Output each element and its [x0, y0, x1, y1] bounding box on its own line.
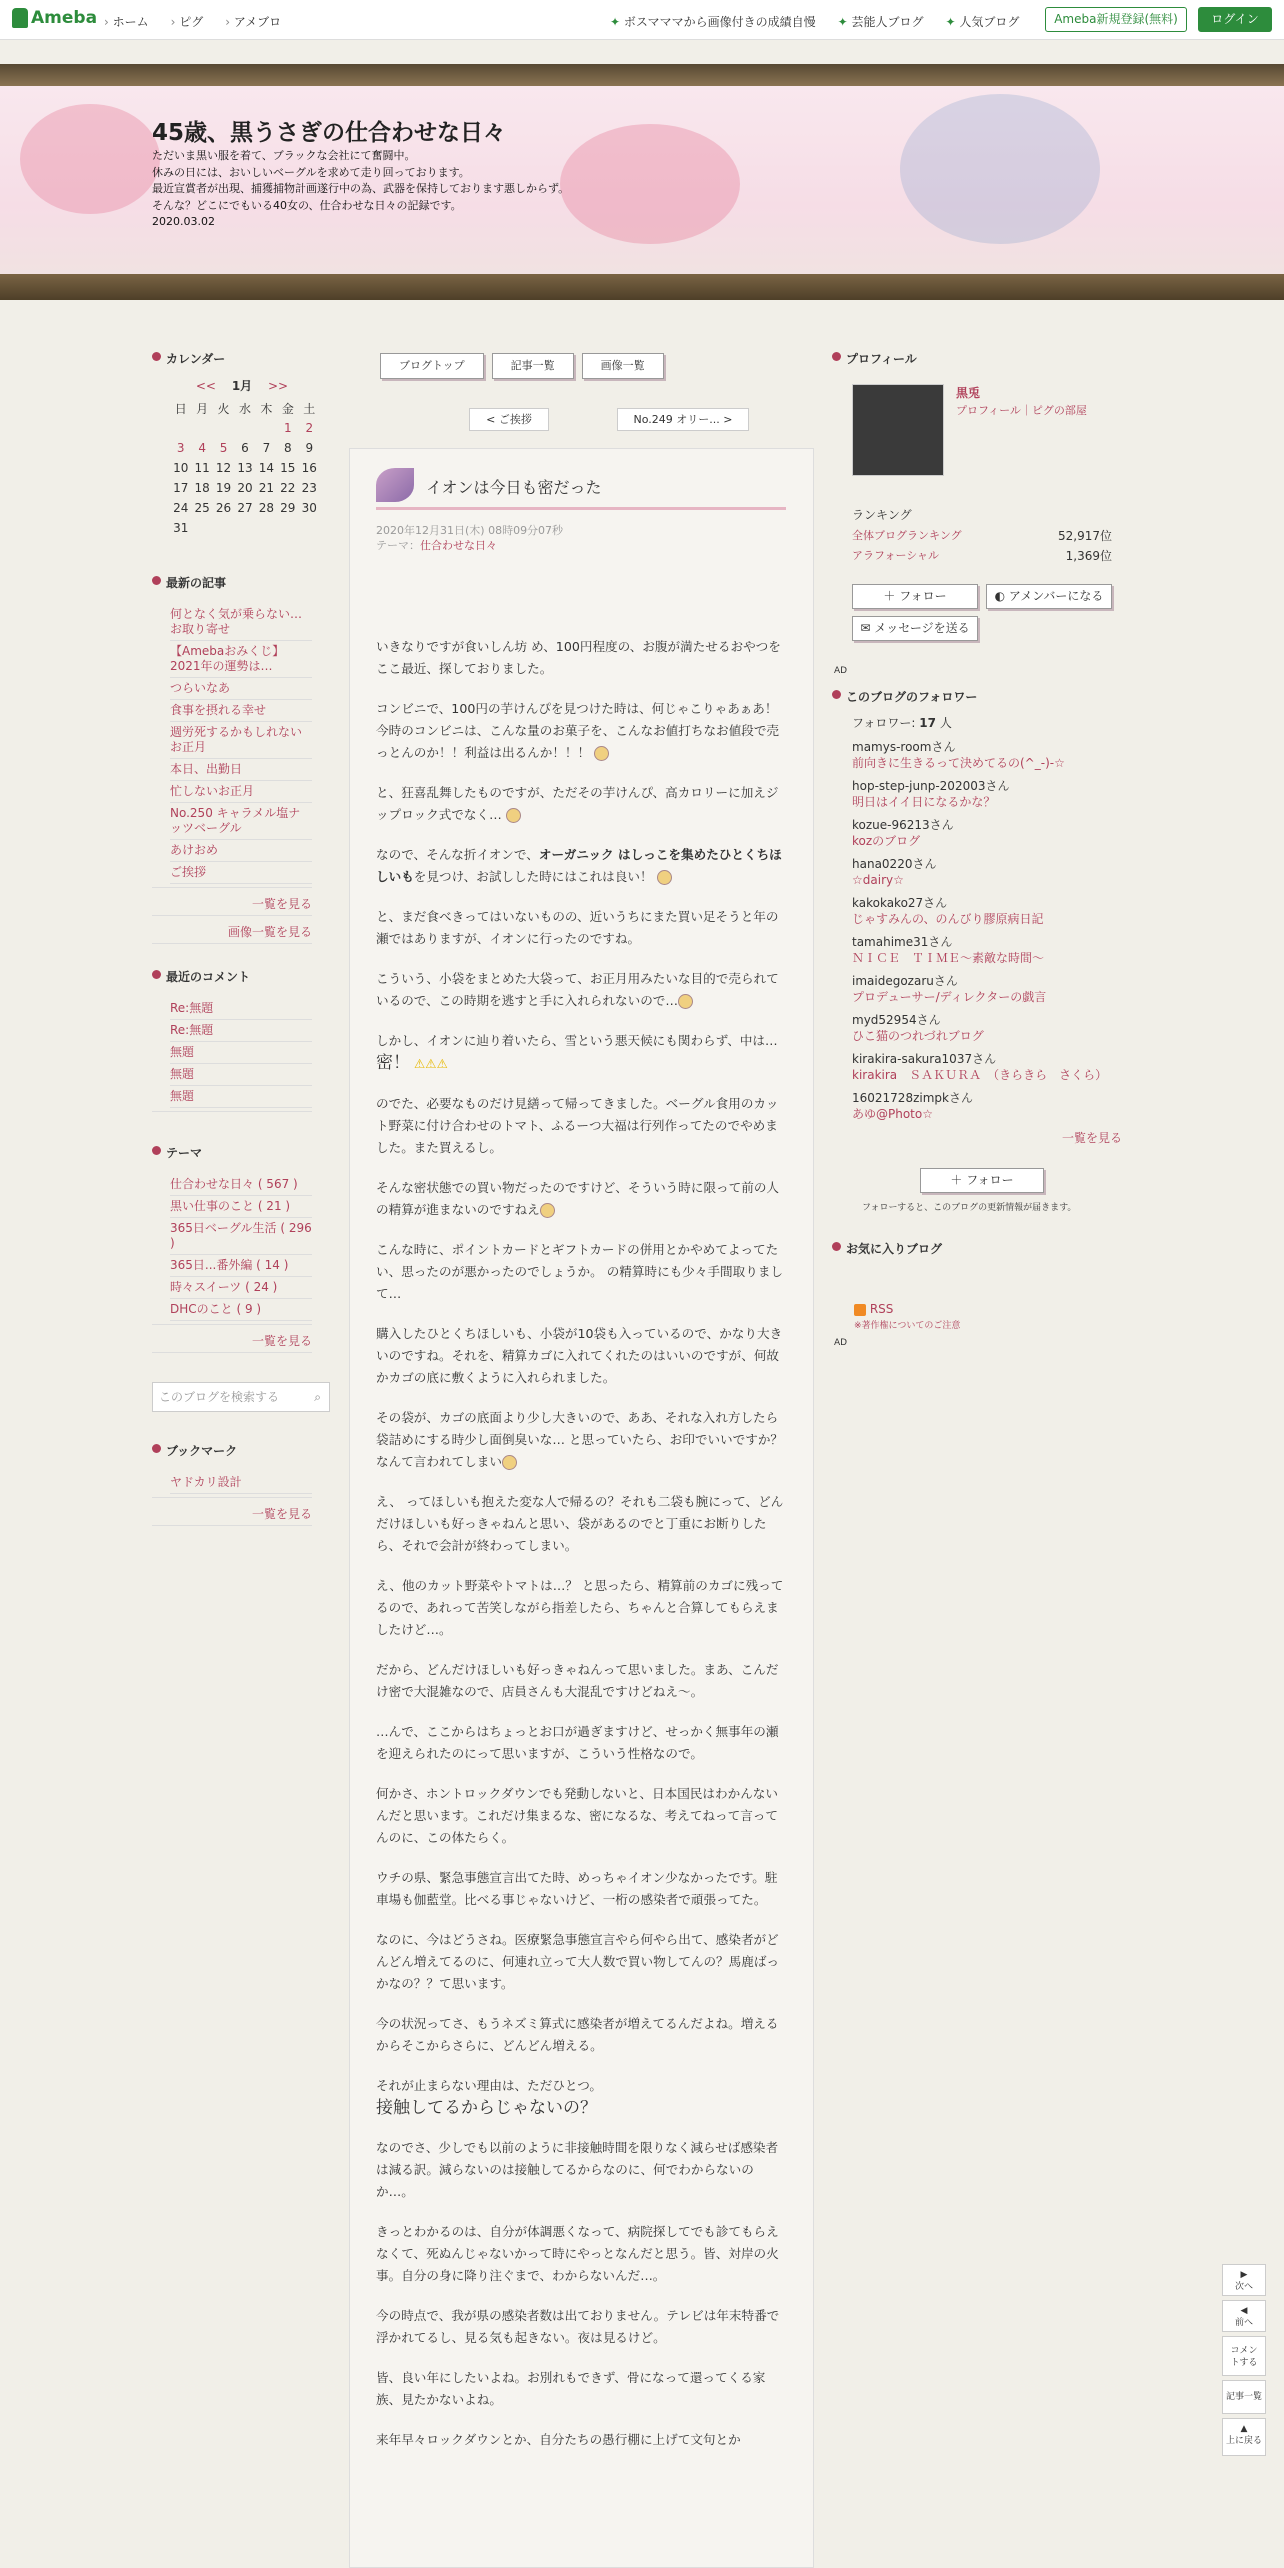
paragraph: こういう、小袋をまとめた大袋って、お正月用みたいな目的で売られているので、この時期を逃すと手に入れられないので… — [376, 971, 779, 1008]
message-button[interactable]: ✉ メッセージを送る — [852, 616, 978, 641]
favorite-blogs-widget — [832, 1240, 1122, 1267]
paragraph: 何かさ、ホントロックダウンでも発動しないと、日本国民はわかんないんだと思います。これだけ集まるな、密になるな、考えてねって言ってんのに、この体たらく。 — [376, 1786, 778, 1845]
follower-name[interactable]: 16021728zimpkさん — [852, 1091, 973, 1105]
warning-icon: ⚠⚠⚠ — [414, 1056, 448, 1071]
calendar-next-link[interactable]: >> — [268, 379, 289, 393]
theme-link[interactable]: 365日...番外編 ( 14 ) — [170, 1258, 289, 1272]
ad-label: AD — [834, 666, 848, 676]
recent-entry-link[interactable]: 【Amebaおみくじ】2021年の運勢は… — [170, 644, 285, 673]
ranking-genre-link[interactable]: アラフォーシャル — [852, 549, 940, 562]
calendar-widget — [152, 350, 317, 538]
comment-link[interactable]: 無題 — [170, 1045, 195, 1059]
follower-name[interactable]: imaidegozaruさん — [852, 974, 958, 988]
header-links — [610, 13, 1019, 30]
paragraph: きっとわかるのは、自分が体調悪くなって、病院探してでも診てもらえなくて、死ぬんじゃないかって時にやっとなんだと思う。皆、対岸の火事。自分の身に降り注ぐまで、わからないんだ…。 — [376, 2224, 779, 2283]
product-name: オーガニック はしっこを集めたひとくちほしいも — [376, 847, 782, 884]
next-entry-button[interactable]: ▶ 次へ — [1222, 2264, 1266, 2296]
blog-tabs — [380, 353, 664, 379]
paragraph: え、他のカット野菜やトマトは…？ と思ったら、精算前のカゴに残ってるので、あれって苦笑しながら指差したら、ちゃんと合算してもらえましたけど…。 — [376, 1578, 784, 1637]
theme-link[interactable]: 時々スイーツ ( 24 ) — [170, 1280, 278, 1294]
theme-link[interactable]: 365日ベーグル生活 ( 296 ) — [170, 1221, 312, 1250]
paragraph: と、狂喜乱舞したものですが、ただその芋けんぴ、高カロリーに加えジップロック式でなく… — [376, 785, 779, 822]
recent-more-link[interactable]: 一覧を見る — [251, 897, 312, 911]
blog-search-input[interactable]: このブログを検索する ⌕ — [152, 1382, 330, 1412]
calendar-day-link[interactable]: 5 — [219, 441, 228, 455]
profile-name[interactable]: 黒兎 — [956, 386, 981, 400]
entry-date: 2020年12月31日(木) 08時09分07秒 — [376, 524, 564, 537]
ranking-box: ランキング 全体ブログランキング 52,917位 アラフォーシャル 1,369位 — [852, 508, 1112, 563]
tab-entry-list[interactable]: 記事一覧 — [492, 353, 574, 379]
drop-emoji-icon — [502, 1455, 517, 1470]
prev-entry-link[interactable]: < ご挨拶 — [469, 408, 549, 431]
nav-home-link[interactable]: › ホーム — [104, 13, 149, 30]
amember-button[interactable]: ◐ アメンバーになる — [986, 584, 1112, 609]
follower-blog-link[interactable]: kirakira ＳＡＫＵＲＡ （きらきら さくら） — [852, 1068, 1108, 1082]
mail-icon: ✉ — [860, 621, 875, 635]
follower-blog-link[interactable]: じゃすみんの、のんびり膠原病日記 — [852, 912, 1044, 926]
paragraph: 購入したひとくちほしいも、小袋が10袋も入っているので、かなり大きいのですね。それを、精算カゴに入れてくれたのはいいのですが、何故かカゴの底に敷くように入れられました。 — [376, 1326, 783, 1385]
paragraph: え、 ってほしいも抱えた変な人で帰るの？それも二袋も腕にって、どんだけほしいも好っきゃねんと思い、袋があるのでと丁重にお断りしたら、それで会計が終わってしまい。 — [376, 1494, 784, 1553]
lotus-decoration — [560, 124, 740, 244]
follower-name[interactable]: kirakira-sakura1037さん — [852, 1052, 997, 1066]
follow-note: フォローすると、このブログの更新情報が届きます。 — [862, 1203, 1077, 1213]
blog-title[interactable]: 45歳、黒うさぎの仕合わせな日々 — [152, 120, 507, 146]
butterfly-icon — [376, 468, 414, 502]
ad-label: AD — [834, 1338, 848, 1348]
recent-entry-link[interactable]: 忙しないお正月 — [170, 784, 255, 798]
header-wood-band-top — [0, 64, 1284, 86]
paragraph: その袋が、カゴの底面より少し大きいので、ああ、それな入れ方したら袋詰めにする時少し面倒臭いな… と思っていたら、お印でいいですか？なんて言われてしまい — [376, 1410, 784, 1469]
bookmark-heading: ブックマーク — [152, 1442, 312, 1459]
profile-links[interactable]: プロフィール｜ピグの部屋 — [956, 404, 1087, 417]
bookmark-link[interactable]: ヤドカリ設計 — [170, 1475, 242, 1489]
login-button[interactable]: ログイン — [1198, 7, 1272, 32]
calendar-day-link[interactable]: 4 — [198, 441, 206, 455]
calendar-day-link[interactable]: 1 — [284, 421, 292, 435]
copyright-note-link[interactable]: ※著作権についてのご注意 — [854, 1321, 961, 1331]
follower-name[interactable]: hop-step-junp-202003さん — [852, 779, 1010, 793]
blog-search — [152, 1382, 330, 1412]
follower-blog-link[interactable]: ＮＩＣＥ ＴＩＭＥ～素敵な時間～ — [852, 951, 1045, 965]
follower-name[interactable]: myd52954さん — [852, 1013, 941, 1027]
smile-emoji-icon — [657, 870, 672, 885]
paragraph: のでた、必要なものだけ見繕って帰ってきました。ベーグル食用のカット野菜に付け合わせのトマト、ふるーつ大福は行列作ってたのでやめました。また買えるし。 — [376, 1096, 779, 1155]
rss-icon — [854, 1304, 866, 1316]
ranking-genre: 1,369位 — [1065, 549, 1112, 563]
paragraph: そんな密状態での買い物だったのですけど、そういう時に限って前の人の精算が進まないのですねえ — [376, 1180, 779, 1217]
entry-meta: 2020年12月31日(木) 08時09分07秒 テーマ：仕合わせな日々 — [376, 524, 564, 552]
fav-heading: お気に入りブログ — [832, 1240, 1122, 1257]
follower-blog-link[interactable]: ☆dairy☆ — [852, 873, 904, 887]
profile-heading: プロフィール — [832, 350, 1122, 367]
up-arrow-icon: ▲ — [1240, 2424, 1248, 2434]
nav-ameblo-link[interactable]: › アメブロ — [225, 13, 281, 30]
emoji-icon — [678, 994, 693, 1009]
paragraph: ウチの県、緊急事態宣言出てた時、めっちゃイオン少なかったです。駐車場も伽藍堂。比べる事じゃないけど、一桁の感染者で頑張ってた。 — [376, 1870, 778, 1907]
recent-entry-link[interactable]: No.250 キャラメル塩ナッツベーグル — [170, 806, 301, 835]
header-wood-band-bottom — [0, 274, 1284, 300]
recent-heading: 最新の記事 — [152, 574, 312, 591]
bosma-link[interactable]: ✦ ボスマママから画像付きの成績自慢 — [610, 13, 816, 30]
recent-entry-link[interactable]: つらいなあ — [170, 681, 231, 695]
entry-list-button[interactable]: 記事一覧 — [1222, 2380, 1266, 2414]
register-button[interactable]: Ameba新規登録(無料) — [1045, 7, 1187, 32]
theme-link[interactable]: DHCのこと ( 9 ) — [170, 1302, 262, 1316]
entry-title[interactable]: イオンは今日も密だった — [426, 478, 602, 497]
comment-link[interactable]: 無題 — [170, 1067, 195, 1081]
nav-pigg-link[interactable]: › ピグ — [171, 13, 204, 30]
next-entry-link[interactable]: No.249 オリー... > — [617, 408, 749, 431]
follower-blog-link[interactable]: ひこ猫のつれづれブログ — [852, 1029, 984, 1043]
paragraph: 皆、良い年にしたいよね。お別れもできず、骨になって還ってくる家族、見たかないよね。 — [376, 2370, 766, 2407]
lotus-decoration — [20, 104, 160, 214]
follower-blog-link[interactable]: プロデューサー/ディレクターの戯言 — [852, 990, 1047, 1004]
comments-heading: 最近のコメント — [152, 968, 312, 985]
next-arrow-icon: ▶ — [1240, 2270, 1248, 2280]
theme-link[interactable]: 仕合わせな日々 ( 567 ) — [170, 1177, 298, 1191]
paragraph: 来年早々ロックダウンとか、自分たちの愚行棚に上げて文句とか — [376, 2432, 741, 2447]
paragraph: 今の時点で、我が県の感染者数は出ておりません。テレビは年末特番で浮かれてるし、見る気も起きない。夜は見るけど。 — [376, 2308, 780, 2345]
follower-name[interactable]: kozue-96213さん — [852, 818, 954, 832]
emoji-icon — [594, 746, 609, 761]
recent-entry-link[interactable]: 何となく気が乗らない…お取り寄せ — [170, 607, 303, 636]
paragraph: 今の状況ってさ、もうネズミ算式に感染者が増えてるんだよね。増えるからそこからさらに、どんどん増える。 — [376, 2016, 779, 2053]
follower-blog-link[interactable]: 明日はイイ日になるかな？ — [852, 795, 996, 809]
paragraph: なのに、今はどうさね。医療緊急事態宣言やら何やら出て、感染者がどんどん増えてるのに、何連れ立って大人数で買い物してんの？馬鹿ばっかなの？？て思います。 — [376, 1932, 779, 1991]
theme-link[interactable]: 黒い仕事のこと ( 21 ) — [170, 1199, 291, 1213]
prev-entry-button[interactable]: ◀ 前へ — [1222, 2300, 1266, 2332]
calendar-heading: カレンダー — [152, 350, 312, 367]
bookmark-more-link[interactable]: 一覧を見る — [251, 1507, 312, 1521]
celebrity-blog-link[interactable]: ✦ 芸能人ブログ — [838, 13, 924, 30]
ameba-logo[interactable]: Ameba — [12, 8, 97, 28]
recent-entries-widget — [152, 574, 312, 944]
amember-icon: ◐ — [994, 589, 1009, 603]
calendar-table: 日 月 火 水 木 金 土 1 2 3 4 5 6 7 8 9 10 11 12 13 14 15 16 17 18 19 20 21 22 23 24 25 26 27 28 29 30 31 — [173, 401, 317, 535]
leaf-decoration — [900, 94, 1100, 244]
follower-blog-link[interactable]: あゆ@Photo☆ — [852, 1107, 933, 1121]
blog-description: ただいま黒い服を着て、ブラックな会社にて奮闘中。 休みの日には、おいしいベーグルを求めて走り回っております。 最近宣賞者が出現、捕獲捕物計画遂行中の為、武器を保持しております悪しからず。 そんな？どこにでもいる40女の、仕合わせな日々の記録です。 2020.03.02 — [152, 149, 570, 228]
comment-link[interactable]: Re:無題 — [170, 1001, 214, 1015]
bookmark-widget — [152, 1442, 312, 1526]
ranking-overall-link[interactable]: 全体ブログランキング — [852, 529, 962, 542]
paragraph: しかし、イオンに辿り着いたら、雪という悪天候にも関わらず、中は… 密！ ⚠⚠⚠ — [376, 1033, 778, 1073]
followers-heading: このブログのフォロワー — [832, 688, 1122, 705]
recent-entry-link[interactable]: 本日、出勤日 — [170, 762, 243, 776]
paragraph: 接触してるからじゃないの？ — [376, 2098, 597, 2118]
recent-entry-link[interactable]: 週労死するかもしれないお正月 — [170, 725, 303, 754]
paragraph: それが止まらない理由は、ただひとつ。 — [376, 2078, 602, 2093]
plus-icon: ＋ — [950, 1173, 967, 1187]
global-nav — [104, 13, 281, 30]
paragraph: なのでさ、少しでも以前のように非接触時間を限りなく減らせば感染者は減る訳。減らないのは接触してるからなのに、何でわからないのか…。 — [376, 2140, 779, 2199]
calendar-month: 1月 — [231, 379, 253, 393]
title-underline — [376, 507, 786, 510]
tab-blog-top[interactable]: ブログトップ — [380, 353, 484, 379]
recent-comments-widget — [152, 968, 312, 1112]
calendar-day-link[interactable]: 3 — [176, 441, 185, 455]
follower-name[interactable]: hana0220さん — [852, 857, 937, 871]
ranking-overall: 52,917位 — [1058, 529, 1112, 543]
follow-button-bottom[interactable]: ＋ フォロー — [920, 1168, 1044, 1193]
followers-more-link[interactable]: 一覧を見る — [1061, 1131, 1122, 1145]
follower-blog-link[interactable]: kozのブログ — [852, 834, 921, 848]
follower-count: 17 — [919, 716, 936, 730]
image-list-link[interactable]: 画像一覧を見る — [227, 925, 312, 939]
profile-widget — [832, 350, 1122, 417]
paragraph: だから、どんだけほしいも好っきゃねんって思いました。まあ、こんだけ密で大混雑なので、店員さんも大混乱ですけどねえ〜。 — [376, 1662, 779, 1699]
paragraph: なので、そんな折イオンで、オーガニック はしっこを集めたひとくちほしいもを見つけ、お試しした時にはこれは良い！ — [376, 847, 782, 884]
comment-link[interactable]: 無題 — [170, 1089, 195, 1103]
recent-entry-link[interactable]: 食事を摂れる幸せ — [170, 703, 267, 717]
popular-blog-link[interactable]: ✦ 人気ブログ — [946, 13, 1020, 30]
follower-name[interactable]: mamys-roomさん — [852, 740, 956, 754]
tab-image-list[interactable]: 画像一覧 — [582, 353, 664, 379]
prev-arrow-icon: ◀ — [1240, 2306, 1248, 2316]
themes-more-link[interactable]: 一覧を見る — [251, 1334, 312, 1348]
recent-entry-link[interactable]: ご挨拶 — [170, 865, 207, 879]
followers-widget: このブログのフォロワー フォロワー: 17 人 mamys-roomさん 前向きに生きるって決めてるの(^_-)-☆ hop-step-junp-202003さん 明日はイイ日になるかな？ kozue-96213さん kozのブログ hana0220さん ☆dairy☆ kakokako27さん じゃすみんの、のんびり膠原病日記 tamahime31さん ＮＩＣＥ ＴＩＭＥ～素敵な時間～ imaidegozaruさん プロデューサー/ディレクターの戯言 myd52954さん ひこ猫のつれづれブログ kirakira-sakura1037さん kirakira ＳＡＫＵＲＡ （きらきら さくら） 16021728zimpkさん あゆ@Photo☆ 一覧を見る — [832, 688, 1122, 1146]
themes-heading: テーマ — [152, 1144, 312, 1161]
sweat-emoji-icon — [506, 808, 521, 823]
global-header — [0, 0, 1284, 40]
comment-button[interactable]: コメントする — [1222, 2336, 1266, 2376]
paragraph: …んで、ここからはちょっとお口が過ぎますけど、せっかく無事年の瀬を迎えられたのにって思いますが、こういう性格なので。 — [376, 1724, 779, 1761]
sad-emoji-icon — [540, 1203, 555, 1218]
plus-icon: ＋ — [883, 589, 900, 603]
calendar-prev-link[interactable]: << — [195, 379, 216, 393]
profile-avatar[interactable] — [852, 384, 944, 476]
rss-link[interactable]: RSS — [854, 1302, 893, 1316]
back-to-top-button[interactable]: ▲ 上に戻る — [1222, 2418, 1266, 2456]
comment-link[interactable]: Re:無題 — [170, 1023, 214, 1037]
ameba-logo-icon — [12, 8, 28, 28]
paragraph: と、まだ食べきってはいないものの、近いうちにまた買い足そうと年の瀬ではありますが、イオンに行ったのですね。 — [376, 909, 779, 946]
paragraph: いきなりですが食いしん坊 め、100円程度の、お腹が満たせるおやつをここ最近、探しておりました。 — [376, 639, 781, 676]
entry-theme-link[interactable]: 仕合わせな日々 — [420, 539, 497, 552]
follower-blog-link[interactable]: 前向きに生きるって決めてるの(^_-)-☆ — [852, 756, 1065, 770]
paragraph: コンビニで、100円の芋けんぴを見つけた時は、何じゃこりゃあぁあ！ 今時のコンビニは、こんな量のお菓子を、こんなお値打ちなお値段で売っとんのか！！利益は出るんか！！！ — [376, 701, 779, 760]
follower-name[interactable]: kakokako27さん — [852, 896, 948, 910]
follow-button[interactable]: ＋ フォロー — [852, 584, 978, 609]
follower-name[interactable]: tamahime31さん — [852, 935, 953, 949]
themes-widget — [152, 1144, 312, 1353]
recent-entry-link[interactable]: あけおめ — [170, 843, 219, 857]
paragraph: こんな時に、ポイントカードとギフトカードの併用とかやめてよってたい、思ったのが悪かったのでしょうか。 の精算時にも少々手間取りまして… — [376, 1242, 784, 1301]
entry-body — [376, 636, 786, 2469]
calendar-day-link[interactable]: 2 — [305, 421, 314, 435]
